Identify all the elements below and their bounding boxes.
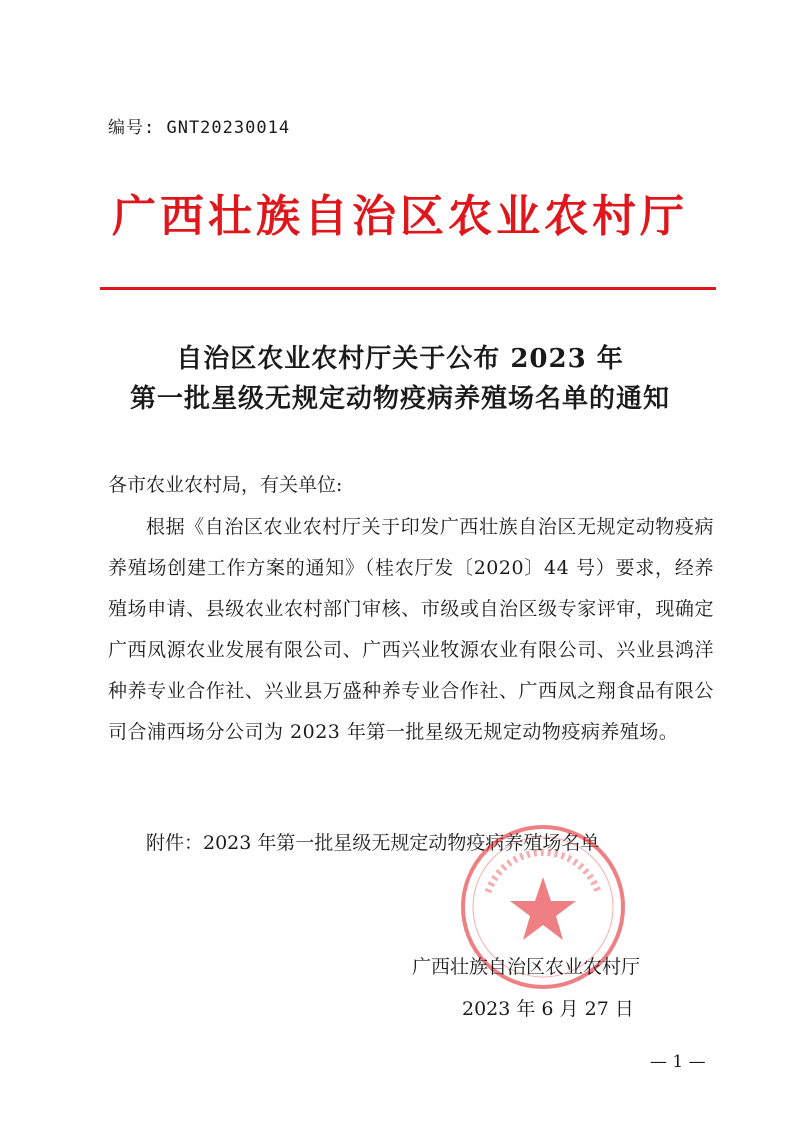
- header-divider-line: [100, 287, 716, 290]
- notice-title-line-2: 第一批星级无规定动物疫病养殖场名单的通知: [129, 384, 670, 414]
- page-number: — 1 —: [650, 1052, 706, 1072]
- signature-date: 2023 年 6 月 27 日: [462, 998, 634, 1020]
- attachment-line: 附件：2023 年第一批星级无规定动物疫病养殖场名单: [146, 832, 600, 854]
- document-number: 编号: GNT20230014: [108, 118, 291, 138]
- signature-organization: 广西壮族自治区农业农村厅: [412, 956, 641, 978]
- salutation: 各市农业农村局，有关单位:: [108, 474, 343, 496]
- notice-body-paragraph: 根据《自治区农业农村厅关于印发广西壮族自治区无规定动物疫病养殖场创建工作方案的通知》（桂农厅发〔2020〕44 号）要求，经养殖场申请、县级农业农村部门审核、市级或自治区级专家评审，现确定广西凤源农业发展有限公司、广西兴业牧源农业有限公司、兴业县鸿洋种养专业合作社、兴业县万盛种养专业合作社、广西凤之翔食品有限公司合浦西场分公司为 2023 年第一批星级无规定动物疫病养殖场。: [108, 516, 714, 743]
- notice-title-line-1: 自治区农业农村厅关于公布 2023 年: [176, 344, 624, 374]
- agency-header: 广西壮族自治区农业农村厅: [112, 191, 688, 242]
